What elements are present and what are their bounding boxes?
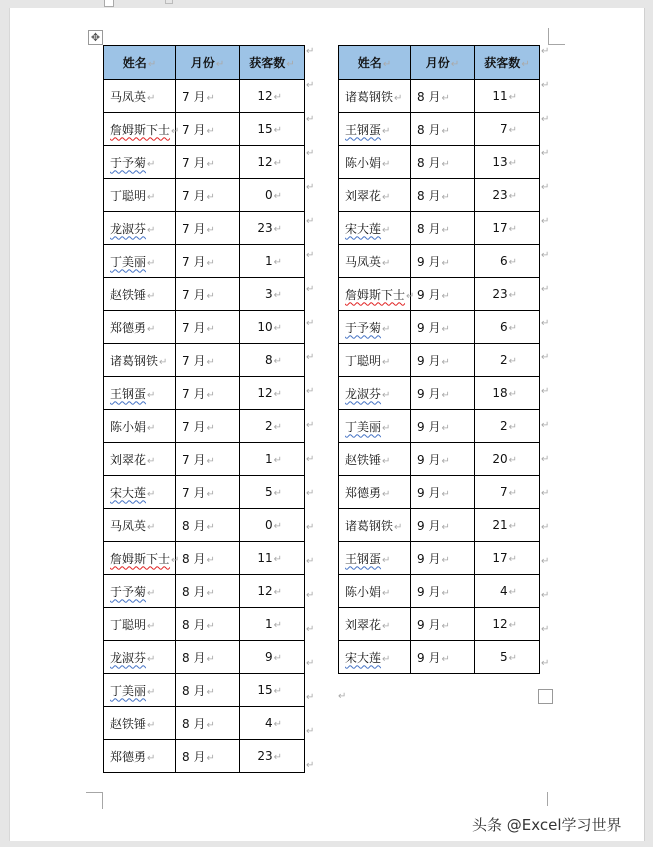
column-header-month[interactable]: 月份↵	[411, 46, 475, 80]
table-row	[339, 146, 540, 179]
cell-name[interactable]: 王钢蛋↵	[104, 377, 176, 410]
table-row	[104, 509, 305, 542]
cell-count[interactable]: 6↵	[475, 245, 540, 278]
table-row	[104, 575, 305, 608]
table-header-row	[339, 46, 540, 80]
row-end-mark-icon: ↵	[306, 420, 315, 431]
row-end-mark-icon: ↵	[541, 250, 550, 261]
row-end-mark-icon: ↵	[541, 148, 550, 159]
table-row	[104, 377, 305, 410]
cell-month[interactable]: 9 月↵	[411, 509, 475, 542]
table-row	[339, 278, 540, 311]
table-row	[104, 674, 305, 707]
cell-month[interactable]: 7 月↵	[176, 377, 240, 410]
cell-count[interactable]: 2↵	[475, 344, 540, 377]
cell-count[interactable]: 11↵	[475, 80, 540, 113]
row-end-mark-icon: ↵	[306, 148, 315, 159]
row-end-mark-icon: ↵	[306, 522, 315, 533]
row-end-mark-icon: ↵	[541, 556, 550, 567]
table-row	[104, 146, 305, 179]
cell-count[interactable]: 1↵	[240, 608, 305, 641]
row-end-mark-icon: ↵	[306, 760, 315, 771]
cell-month[interactable]: 8 月↵	[411, 212, 475, 245]
row-end-mark-icon: ↵	[306, 216, 315, 227]
cell-month[interactable]: 9 月↵	[411, 377, 475, 410]
cell-month[interactable]: 8 月↵	[176, 674, 240, 707]
cell-count[interactable]: 18↵	[475, 377, 540, 410]
margin-corner-mark	[548, 28, 565, 45]
table-row	[104, 344, 305, 377]
row-end-mark-icon: ↵	[306, 250, 315, 261]
cell-month[interactable]: 9 月↵	[411, 542, 475, 575]
table-row	[104, 410, 305, 443]
cell-month[interactable]: 7 月↵	[176, 344, 240, 377]
table-row	[339, 476, 540, 509]
cell-name[interactable]: 赵铁锤↵	[339, 443, 411, 476]
table-row	[104, 641, 305, 674]
ruler-marker	[165, 0, 173, 4]
row-end-mark-icon: ↵	[306, 454, 315, 465]
row-end-mark-icon: ↵	[541, 454, 550, 465]
table-row	[104, 443, 305, 476]
cell-name[interactable]: 詹姆斯下士↵	[339, 278, 411, 311]
table-row	[339, 113, 540, 146]
cell-count[interactable]: 2↵	[240, 410, 305, 443]
table-row	[104, 212, 305, 245]
table-row	[339, 80, 540, 113]
row-end-mark-icon: ↵	[306, 182, 315, 193]
table-row	[104, 80, 305, 113]
cell-count[interactable]: 7↵	[475, 113, 540, 146]
cell-month[interactable]: 9 月↵	[411, 311, 475, 344]
cell-month[interactable]: 8 月↵	[176, 707, 240, 740]
cell-name[interactable]: 赵铁锤↵	[104, 278, 176, 311]
table-resize-handle[interactable]	[538, 689, 553, 704]
row-end-mark-icon: ↵	[541, 80, 550, 91]
cell-month[interactable]: 8 月↵	[176, 641, 240, 674]
cell-count[interactable]: 12↵	[240, 575, 305, 608]
cell-name[interactable]: 龙淑芬↵	[104, 212, 176, 245]
table-row	[339, 377, 540, 410]
table-row	[339, 542, 540, 575]
row-end-mark-icon: ↵	[541, 386, 550, 397]
cell-name[interactable]: 丁聪明↵	[104, 608, 176, 641]
cell-name[interactable]: 郑德勇↵	[339, 476, 411, 509]
cell-month[interactable]: 7 月↵	[176, 278, 240, 311]
cell-count[interactable]: 9↵	[240, 641, 305, 674]
cell-name[interactable]: 诸葛钢铁↵	[339, 80, 411, 113]
cell-count[interactable]: 8↵	[240, 344, 305, 377]
row-end-mark-icon: ↵	[306, 318, 315, 329]
row-end-mark-icon: ↵	[306, 590, 315, 601]
table-row	[104, 311, 305, 344]
cell-count[interactable]: 7↵	[475, 476, 540, 509]
cell-name[interactable]: 龙淑芬↵	[339, 377, 411, 410]
cell-count[interactable]: 1↵	[240, 443, 305, 476]
cell-name[interactable]: 王钢蛋↵	[339, 542, 411, 575]
cell-count[interactable]: 17↵	[475, 542, 540, 575]
cell-name[interactable]: 赵铁锤↵	[104, 707, 176, 740]
row-end-mark-icon: ↵	[541, 522, 550, 533]
cell-count[interactable]: 17↵	[475, 212, 540, 245]
cell-month[interactable]: 7 月↵	[176, 410, 240, 443]
cell-name[interactable]: 刘翠花↵	[339, 179, 411, 212]
cell-count[interactable]: 4↵	[240, 707, 305, 740]
cell-name[interactable]: 马凤英↵	[104, 509, 176, 542]
row-end-mark-icon: ↵	[306, 556, 315, 567]
row-end-mark-icon: ↵	[541, 420, 550, 431]
cell-count[interactable]: 12↵	[240, 80, 305, 113]
row-end-mark-icon: ↵	[541, 488, 550, 499]
cell-month[interactable]: 7 月↵	[176, 113, 240, 146]
cell-month[interactable]: 8 月↵	[176, 608, 240, 641]
paragraph-mark-icon: ↵	[338, 691, 347, 702]
cell-count[interactable]: 11↵	[240, 542, 305, 575]
cell-name[interactable]: 刘翠花↵	[104, 443, 176, 476]
cell-name[interactable]: 郑德勇↵	[104, 740, 176, 773]
cell-month[interactable]: 7 月↵	[176, 443, 240, 476]
cell-count[interactable]: 12↵	[240, 146, 305, 179]
cell-name[interactable]: 丁聪明↵	[339, 344, 411, 377]
cell-count[interactable]: 5↵	[240, 476, 305, 509]
cell-month[interactable]: 9 月↵	[411, 278, 475, 311]
cell-count[interactable]: 23↵	[475, 179, 540, 212]
cell-count[interactable]: 12↵	[475, 608, 540, 641]
cell-month[interactable]: 8 月↵	[411, 113, 475, 146]
table-header-row	[104, 46, 305, 80]
row-end-mark-icon: ↵	[306, 80, 315, 91]
table-row	[339, 344, 540, 377]
column-header-count[interactable]: 获客数↵	[240, 46, 305, 80]
row-end-mark-icon: ↵	[541, 590, 550, 601]
row-end-mark-icon: ↵	[306, 488, 315, 499]
cell-month[interactable]: 8 月↵	[411, 146, 475, 179]
cell-name[interactable]: 宋大莲↵	[339, 641, 411, 674]
cell-month[interactable]: 7 月↵	[176, 245, 240, 278]
row-end-mark-icon: ↵	[306, 46, 315, 57]
margin-corner-mark	[86, 792, 103, 809]
cell-count[interactable]: 4↵	[475, 575, 540, 608]
table-row	[339, 245, 540, 278]
cell-name[interactable]: 诸葛钢铁↵	[104, 344, 176, 377]
cell-name[interactable]: 丁聪明↵	[104, 179, 176, 212]
cell-name[interactable]: 于予菊↵	[104, 146, 176, 179]
row-end-mark-icon: ↵	[541, 216, 550, 227]
column-header-count[interactable]: 获客数↵	[475, 46, 540, 80]
table-row	[339, 212, 540, 245]
row-end-mark-icon: ↵	[306, 284, 315, 295]
table-row	[104, 245, 305, 278]
cell-count[interactable]: 13↵	[475, 146, 540, 179]
table-row	[339, 575, 540, 608]
cell-name[interactable]: 宋大莲↵	[339, 212, 411, 245]
table-row	[339, 641, 540, 674]
table-row	[339, 509, 540, 542]
cell-count[interactable]: 23↵	[240, 212, 305, 245]
row-end-mark-icon: ↵	[306, 352, 315, 363]
cell-name[interactable]: 马凤英↵	[104, 80, 176, 113]
table-row	[104, 179, 305, 212]
cell-count[interactable]: 10↵	[240, 311, 305, 344]
cell-name[interactable]: 宋大莲↵	[104, 476, 176, 509]
cell-count[interactable]: 15↵	[240, 113, 305, 146]
watermark-text: 头条 @Excel学习世界	[472, 816, 622, 834]
row-end-mark-icon: ↵	[306, 726, 315, 737]
cell-month[interactable]: 8 月↵	[411, 179, 475, 212]
table-row	[339, 443, 540, 476]
cell-name[interactable]: 丁美丽↵	[104, 245, 176, 278]
row-end-mark-icon: ↵	[541, 318, 550, 329]
cell-month[interactable]: 9 月↵	[411, 476, 475, 509]
table-move-handle-icon[interactable]: ✥	[88, 30, 103, 45]
cell-count[interactable]: 23↵	[475, 278, 540, 311]
column-header-name[interactable]: 姓名↵	[339, 46, 411, 80]
cell-month[interactable]: 8 月↵	[411, 80, 475, 113]
cell-month[interactable]: 9 月↵	[411, 608, 475, 641]
table-row	[104, 278, 305, 311]
row-end-mark-icon: ↵	[306, 114, 315, 125]
cell-month[interactable]: 9 月↵	[411, 443, 475, 476]
table-row	[104, 707, 305, 740]
cell-count[interactable]: 12↵	[240, 377, 305, 410]
cell-name[interactable]: 丁美丽↵	[104, 674, 176, 707]
row-end-mark-icon: ↵	[306, 624, 315, 635]
ruler-marker	[104, 0, 114, 7]
margin-corner-mark	[547, 792, 548, 806]
column-header-name[interactable]: 姓名↵	[104, 46, 176, 80]
row-end-mark-icon: ↵	[541, 624, 550, 635]
cell-month[interactable]: 8 月↵	[176, 740, 240, 773]
cell-name[interactable]: 龙淑芬↵	[104, 641, 176, 674]
cell-month[interactable]: 7 月↵	[176, 179, 240, 212]
cell-name[interactable]: 丁美丽↵	[339, 410, 411, 443]
left-data-table	[103, 45, 305, 773]
cell-name[interactable]: 诸葛钢铁↵	[339, 509, 411, 542]
cell-month[interactable]: 9 月↵	[411, 575, 475, 608]
row-end-mark-icon: ↵	[306, 386, 315, 397]
cell-month[interactable]: 7 月↵	[176, 146, 240, 179]
cell-name[interactable]: 于予菊↵	[104, 575, 176, 608]
cell-month[interactable]: 8 月↵	[176, 542, 240, 575]
cell-count[interactable]: 0↵	[240, 509, 305, 542]
cell-count[interactable]: 5↵	[475, 641, 540, 674]
cell-month[interactable]: 9 月↵	[411, 641, 475, 674]
cell-month[interactable]: 7 月↵	[176, 476, 240, 509]
cell-count[interactable]: 0↵	[240, 179, 305, 212]
cell-name[interactable]: 马凤英↵	[339, 245, 411, 278]
row-end-mark-icon: ↵	[541, 658, 550, 669]
cell-month[interactable]: 7 月↵	[176, 311, 240, 344]
column-header-month[interactable]: 月份↵	[176, 46, 240, 80]
cell-name[interactable]: 王钢蛋↵	[339, 113, 411, 146]
row-end-mark-icon: ↵	[306, 658, 315, 669]
table-row	[104, 608, 305, 641]
row-end-mark-icon: ↵	[541, 182, 550, 193]
cell-count[interactable]: 15↵	[240, 674, 305, 707]
cell-month[interactable]: 7 月↵	[176, 212, 240, 245]
cell-name[interactable]: 郑德勇↵	[104, 311, 176, 344]
cell-name[interactable]: 于予菊↵	[339, 311, 411, 344]
row-end-mark-icon: ↵	[541, 284, 550, 295]
cell-name[interactable]: 詹姆斯下士↵	[104, 542, 176, 575]
cell-count[interactable]: 2↵	[475, 410, 540, 443]
cell-month[interactable]: 9 月↵	[411, 410, 475, 443]
table-row	[104, 113, 305, 146]
cell-month[interactable]: 8 月↵	[176, 509, 240, 542]
row-end-mark-icon: ↵	[541, 46, 550, 57]
cell-name[interactable]: 陈小娟↵	[339, 575, 411, 608]
cell-count[interactable]: 20↵	[475, 443, 540, 476]
row-end-mark-icon: ↵	[306, 692, 315, 703]
table-row	[104, 542, 305, 575]
row-end-mark-icon: ↵	[541, 352, 550, 363]
cell-name[interactable]: 刘翠花↵	[339, 608, 411, 641]
cell-count[interactable]: 1↵	[240, 245, 305, 278]
cell-name[interactable]: 詹姆斯下士↵	[104, 113, 176, 146]
table-row	[339, 608, 540, 641]
cell-month[interactable]: 9 月↵	[411, 245, 475, 278]
cell-name[interactable]: 陈小娟↵	[339, 146, 411, 179]
row-end-mark-icon: ↵	[541, 114, 550, 125]
cell-count[interactable]: 23↵	[240, 740, 305, 773]
table-row	[339, 179, 540, 212]
cell-count[interactable]: 3↵	[240, 278, 305, 311]
table-row	[104, 476, 305, 509]
table-row	[339, 311, 540, 344]
cell-count[interactable]: 21↵	[475, 509, 540, 542]
cell-count[interactable]: 6↵	[475, 311, 540, 344]
cell-month[interactable]: 8 月↵	[176, 575, 240, 608]
table-row	[339, 410, 540, 443]
cell-month[interactable]: 7 月↵	[176, 80, 240, 113]
cell-month[interactable]: 9 月↵	[411, 344, 475, 377]
table-row	[104, 740, 305, 773]
right-data-table	[338, 45, 540, 674]
cell-name[interactable]: 陈小娟↵	[104, 410, 176, 443]
